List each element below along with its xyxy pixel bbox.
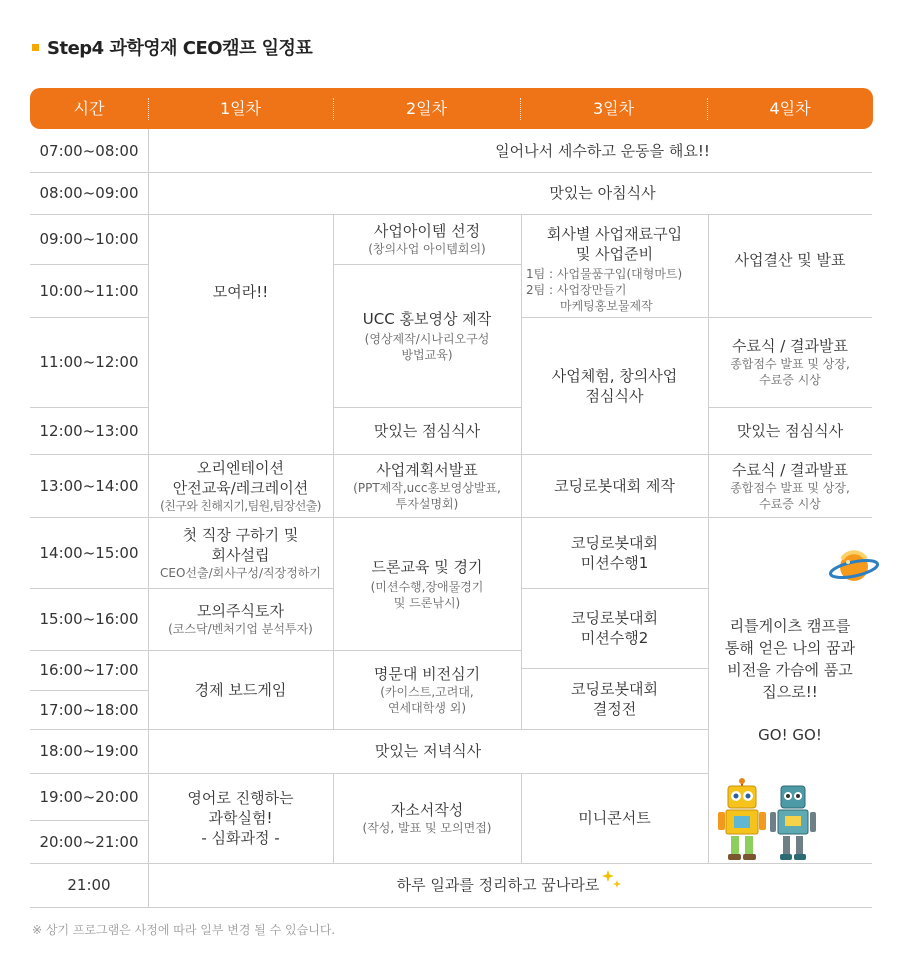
- business-item-cell: 사업아이템 선정 (창의사업 아이템회의): [368, 222, 486, 256]
- gather-cell: 모여라!!: [212, 282, 269, 301]
- business-prep-cell: 회사별 사업재료구입 및 사업준비: [546, 225, 683, 263]
- closing-ceremony-cell: 수료식 / 결과발표 종합점수 발표 및 상장, 수료증 시상: [730, 337, 850, 387]
- stock-cell: 모의주식토자 (코스닥/벤처기업 분석투자): [168, 602, 313, 636]
- time-slot: 09:00~10:00: [39, 230, 139, 248]
- title-square-icon: [32, 44, 39, 51]
- first-job-cell: 첫 직장 구하기 및 회사설립 CEO선출/회사구성/직장정하기: [159, 525, 321, 580]
- robot-teal-icon: [768, 784, 818, 862]
- time-slot: 10:00~11:00: [39, 281, 139, 300]
- time-slot: 16:00~17:00: [39, 661, 139, 679]
- settlement-cell: 사업결산 및 발표: [734, 251, 846, 269]
- header-day3: 3일차: [592, 99, 635, 118]
- robot-mission1-cell: 코딩로봇대회 미션수행1: [571, 533, 658, 572]
- header-day1: 1일차: [219, 99, 262, 118]
- coding-robot-build-cell: 코딩로봇대회 제작: [554, 476, 675, 495]
- time-slot: 15:00~16:00: [39, 610, 139, 628]
- time-slot: 20:00~21:00: [39, 832, 139, 851]
- robot-mission2-cell: 코딩로봇대회 미션수행2: [571, 609, 658, 647]
- business-plan-cell: 사업계획서발표 (PPT제작,ucc홍보영상발표, 투자설명회): [353, 460, 501, 511]
- board-game-cell: 경제 보드게임: [194, 680, 287, 699]
- dinner-cell: 맛있는 저녁식사: [374, 742, 482, 760]
- schedule-header: [30, 88, 873, 129]
- time-slot: 17:00~18:00: [39, 700, 139, 719]
- header-time: 시간: [73, 99, 105, 118]
- time-slot: 21:00: [67, 876, 111, 894]
- lunch-cell: 맛있는 점심식사: [373, 421, 481, 440]
- vision-cell: 명문대 비전심기 (카이스트,고려대, 연세대학생 외): [373, 664, 481, 715]
- ucc-video-cell: UCC 홍보영상 제작 (영상제작/시나리오구성 방법교육): [362, 309, 492, 362]
- time-slot: 13:00~14:00: [39, 476, 139, 495]
- robot-final-cell: 코딩로봇대회 결정전: [571, 679, 658, 718]
- team-notes: 1팀 : 사업물품구입(대형마트) 2팀 : 사업장만들기 마케팅홍보물제작: [526, 267, 683, 313]
- header-day2: 2일차: [405, 99, 448, 118]
- planet-icon: [828, 545, 880, 589]
- time-slot: 07:00~08:00: [39, 141, 139, 160]
- farewell-cell: 리틀게이츠 캠프를 통해 얻은 나의 꿈과 비전을 가슴에 품고 집으로!! GO! GO!: [724, 617, 856, 744]
- time-slot: 18:00~19:00: [39, 742, 139, 760]
- time-slot: 12:00~13:00: [39, 421, 139, 440]
- footnote: ※ 상기 프로그램은 사정에 따라 일부 변경 될 수 있습니다.: [32, 923, 336, 937]
- business-experience-cell: 사업체험, 창의사업 점심식사: [551, 366, 678, 405]
- time-slot: 11:00~12:00: [39, 353, 139, 371]
- night-cell: 하루 일과를 정리하고 꿈나라로: [148, 863, 872, 907]
- time-slot: 19:00~20:00: [39, 787, 139, 806]
- time-slot: 14:00~15:00: [39, 543, 139, 562]
- orientation-cell: 오리엔테이션 안전교육/레크레이션 (친구와 친해지기,팀원,팀장선출): [160, 458, 321, 513]
- mini-concert-cell: 미니콘서트: [578, 809, 651, 827]
- page-title: Step4 과학영재 CEO캠프 일정표: [32, 34, 312, 60]
- lunch-cell: 맛있는 점심식사: [736, 421, 844, 440]
- closing-ceremony-cell: 수료식 / 결과발표 종합점수 발표 및 상장, 수료증 시상: [730, 460, 850, 511]
- wakeup-cell: 일어나서 세수하고 운동을 해요!!: [495, 141, 710, 160]
- header-day4: 4일차: [769, 99, 811, 118]
- sparkle-icon: [601, 868, 623, 892]
- breakfast-cell: 맛있는 아침식사: [549, 184, 656, 202]
- time-slot: 08:00~09:00: [39, 184, 139, 202]
- drone-cell: 드론교육 및 경기 (미션수행,장애물경기 및 드론낚시): [370, 557, 484, 610]
- english-experiment-cell: 영어로 진행하는 과학실험! - 심화과정 -: [187, 789, 294, 847]
- robot-yellow-icon: [716, 778, 768, 862]
- essay-cell: 자소서작성 (작성, 발표 및 모의면접): [362, 801, 492, 835]
